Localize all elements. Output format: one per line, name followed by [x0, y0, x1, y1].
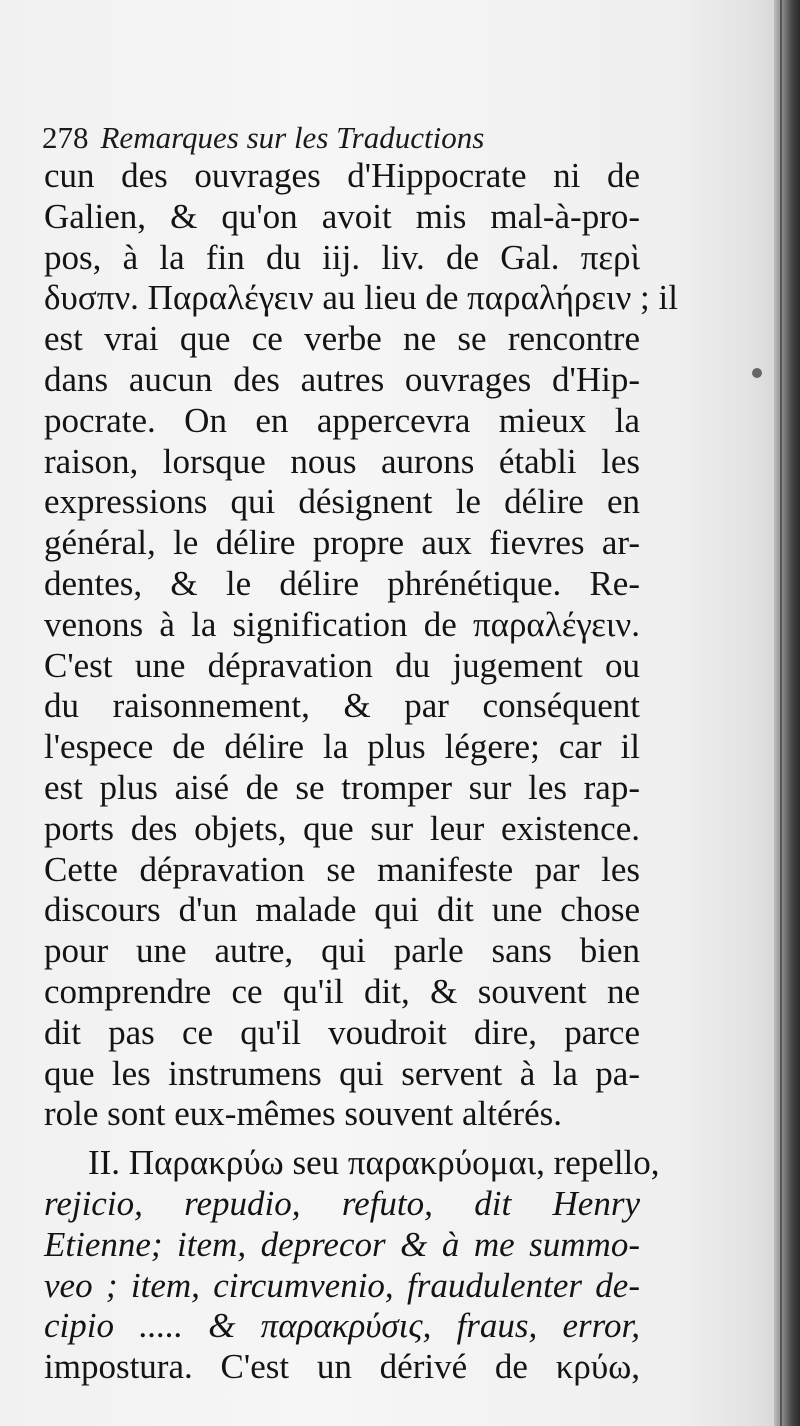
text-line: C'est une dépravation du jugement ou [44, 645, 640, 685]
text-line: comprendre ce qu'il dit, & souvent ne [44, 971, 640, 1011]
text-line: cun des ouvrages d'Hippocrate ni de [44, 156, 640, 195]
text-line: est vrai que ce verbe ne se rencontre [44, 319, 640, 359]
text-line: raison, lorsque nous aurons établi les [44, 441, 640, 481]
running-head [42, 118, 682, 158]
text-line: venons à la signification de παραλέγειν. [44, 604, 640, 644]
book-gutter [774, 0, 800, 1426]
paragraph-gap [44, 1135, 640, 1143]
gutter-line [780, 0, 782, 1426]
text-line: ports des objets, que sur leur existence. [44, 808, 640, 848]
text-line: δυσπν. Παραλέγειν au lieu de παραλήρειν ; il [44, 278, 678, 318]
running-title: Remarques sur les Traductions [100, 120, 485, 155]
text-line: pocrate. On en appercevra mieux la [44, 400, 640, 440]
page-number: 278 [42, 120, 89, 155]
text-line: dit pas ce qu'il voudroit dire, parce [44, 1012, 640, 1052]
section-ii-line: cipio ..... & παρακρύσις, fraus, error, [44, 1306, 640, 1346]
section-ii-line: impostura. C'est un dérivé de κρύω, [44, 1347, 640, 1387]
text-line: général, le délire propre aux fievres ar- [44, 523, 640, 563]
text-line: dans aucun des autres ouvrages d'Hip- [44, 359, 640, 399]
text-line: expressions qui désignent le délire en [44, 482, 640, 522]
section-ii-line: veo ; item, circumvenio, fraudulenter de- [44, 1265, 640, 1305]
text-line: pour une autre, qui parle sans bien [44, 931, 640, 971]
text-line: est plus aisé de se tromper sur les rap- [44, 767, 640, 807]
section-ii-line: Etienne; item, deprecor & à me summo- [44, 1224, 640, 1264]
text-line: du raisonnement, & par conséquent [44, 686, 640, 726]
text-line: role sont eux-mêmes souvent altérés. [44, 1094, 563, 1134]
text-line: discours d'un malade qui dit une chose [44, 890, 640, 930]
text-line: pos, à la fin du iij. liv. de Gal. περὶ [44, 237, 640, 277]
text-line: que les instrumens qui servent à la pa- [44, 1053, 640, 1093]
body-text [44, 156, 678, 1388]
text-line: l'espece de délire la plus légere; car il [44, 727, 640, 767]
section-ii-line: rejicio, repudio, refuto, dit Henry [44, 1183, 640, 1223]
section-ii-line: II. Παρακρύω seu παρακρύομαι, repello, [88, 1143, 660, 1183]
text-line: Cette dépravation se manifeste par les [44, 849, 640, 889]
text-line: Galien, & qu'on avoit mis mal-à-pro- [44, 196, 640, 236]
text-line: dentes, & le délire phrénétique. Re- [44, 563, 640, 603]
paper-blemish [752, 368, 762, 378]
